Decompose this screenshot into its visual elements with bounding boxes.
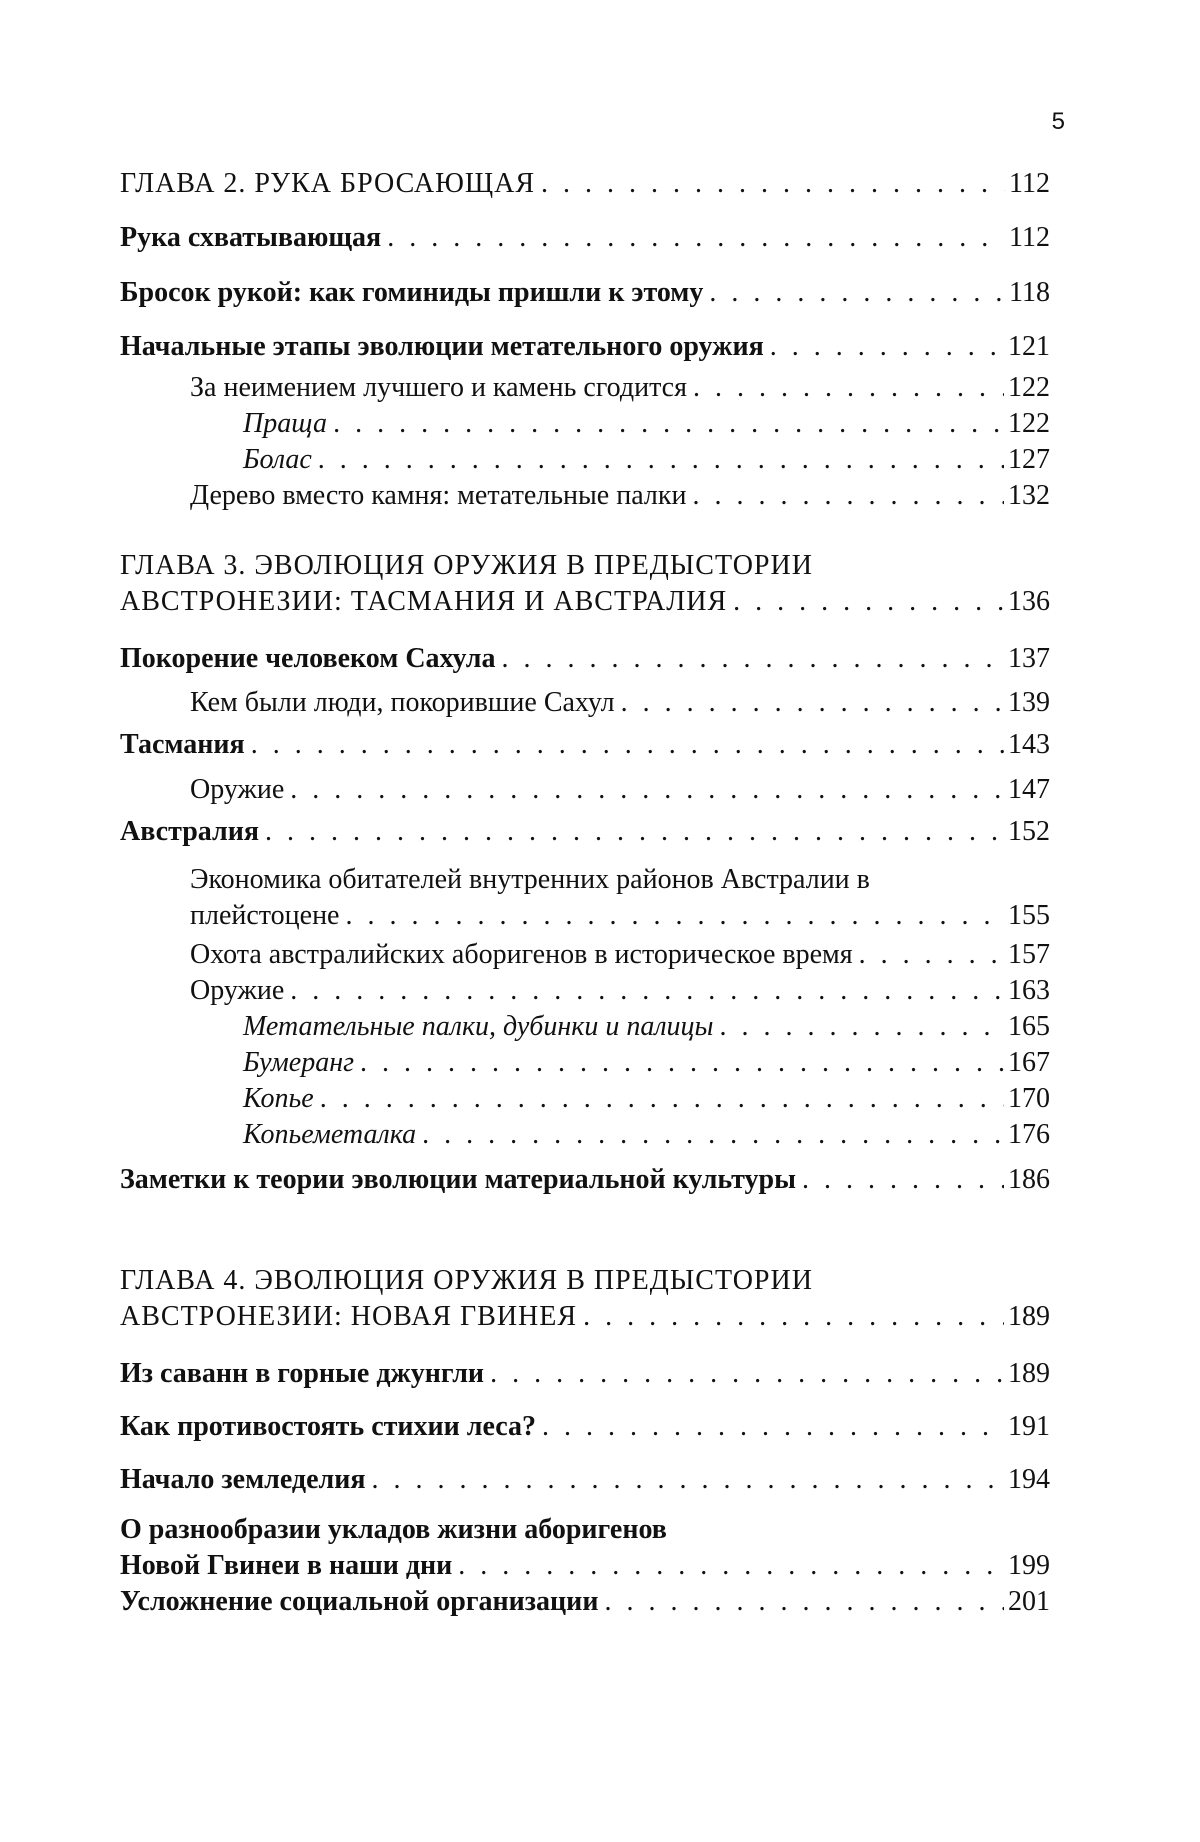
toc-entry-title: Оружие <box>190 975 285 1006</box>
dot-leader <box>320 1081 1004 1117</box>
toc-entry-page-number: 152 <box>1008 816 1050 847</box>
toc-entry-page-number: 136 <box>1008 586 1050 617</box>
toc-entry-section <box>120 275 1050 311</box>
dot-leader <box>692 478 1004 514</box>
toc-entry-section <box>120 814 1050 850</box>
toc-entry-page-number: 170 <box>1008 1083 1050 1114</box>
toc-entry-page-number: 112 <box>1009 222 1050 253</box>
toc-entry-title: Австралия <box>120 816 260 847</box>
dot-leader <box>346 898 1005 934</box>
toc-entry-subsection <box>120 772 1050 808</box>
toc-entry-subsection <box>120 370 1050 406</box>
toc-entry-subsubsection <box>120 1081 1050 1117</box>
page-number: 5 <box>1051 108 1065 135</box>
toc-entry-title: АВСТРОНЕЗИИ: ТАСМАНИЯ И АВСТРАЛИЯ <box>120 586 728 617</box>
toc-entry-title: Метательные палки, дубинки и палицы <box>243 1011 714 1042</box>
toc-entry-page-number: 165 <box>1008 1011 1050 1042</box>
toc-entry-section <box>120 641 1050 677</box>
toc-entry-subsection <box>120 478 1050 514</box>
toc-entry-subsubsection <box>120 406 1050 442</box>
toc-entry-page-number: 167 <box>1008 1047 1050 1078</box>
toc-entry-title: Оружие <box>190 774 285 805</box>
dot-leader <box>542 1409 1004 1445</box>
toc-entry-page-number: 189 <box>1008 1358 1050 1389</box>
toc-entry-page-number: 157 <box>1008 939 1050 970</box>
toc-entry-title: Дерево вместо камня: метательные палки <box>190 480 687 511</box>
toc-entry-title: Копье <box>243 1083 314 1114</box>
toc-entry-title: Усложнение социальной организации <box>120 1586 599 1617</box>
toc-entry-page-number: 127 <box>1008 444 1050 475</box>
dot-leader <box>770 329 1004 365</box>
toc-entry-section <box>120 1462 1050 1498</box>
toc-entry-subsubsection <box>120 442 1050 478</box>
toc-entry-page-number: 122 <box>1008 372 1050 403</box>
toc-entry-page-number: 112 <box>1009 168 1050 199</box>
toc-entry-title: Начало земледелия <box>120 1464 366 1495</box>
toc-entry-page-number: 155 <box>1008 900 1050 931</box>
toc-entry-title-line: О разнообразии укладов жизни аборигенов <box>120 1514 667 1545</box>
toc-entry-title: За неимением лучшего и камень сгодится <box>190 372 687 403</box>
toc-entry-title-line: ГЛАВА 3. ЭВОЛЮЦИЯ ОРУЖИЯ В ПРЕДЫСТОРИИ <box>120 550 813 581</box>
dot-leader <box>422 1117 1004 1153</box>
toc-entry-subsection <box>120 862 1050 934</box>
toc-entry-title-line: Экономика обитателей внутренних районов Австралии в <box>190 864 870 895</box>
toc-entry-page-number: 122 <box>1008 408 1050 439</box>
toc-entry-title: Заметки к теории эволюции материальной культуры <box>120 1164 796 1195</box>
toc-entry-title: Кем были люди, покорившие Сахул <box>190 687 615 718</box>
toc-entry-page-number: 132 <box>1008 480 1050 511</box>
toc-entry-subsection <box>120 937 1050 973</box>
toc-entry-section <box>120 1356 1050 1392</box>
toc-entry-title: Копьеметалка <box>243 1119 417 1150</box>
toc-entry-title-line: ГЛАВА 4. ЭВОЛЮЦИЯ ОРУЖИЯ В ПРЕДЫСТОРИИ <box>120 1265 813 1296</box>
dot-leader <box>859 937 1004 973</box>
toc-entry-title: Бросок рукой: как гоминиды пришли к этому <box>120 277 704 308</box>
toc-entry-title: Тасмания <box>120 729 245 760</box>
toc-entry-page-number: 199 <box>1008 1550 1050 1581</box>
dot-leader <box>720 1009 1004 1045</box>
toc-entry-page-number: 189 <box>1008 1301 1050 1332</box>
toc-entry-page-number: 201 <box>1008 1586 1050 1617</box>
dot-leader <box>693 370 1004 406</box>
dot-leader <box>501 641 1004 677</box>
dot-leader <box>709 275 1005 311</box>
toc-entry-page-number: 147 <box>1008 774 1050 805</box>
toc-entry-title: Охота австралийских аборигенов в историческое время <box>190 939 853 970</box>
toc-entry-section <box>120 1162 1050 1198</box>
dot-leader <box>802 1162 1004 1198</box>
toc-entry-section <box>120 329 1050 365</box>
toc-entry-page-number: 118 <box>1009 277 1050 308</box>
toc-entry-subsection <box>120 973 1050 1009</box>
dot-leader <box>333 406 1004 442</box>
toc-entry-section <box>120 1512 1050 1584</box>
dot-leader <box>265 814 1004 850</box>
toc-entry-page-number: 143 <box>1008 729 1050 760</box>
toc-entry-page-number: 176 <box>1008 1119 1050 1150</box>
dot-leader <box>372 1462 1004 1498</box>
dot-leader <box>360 1045 1004 1081</box>
dot-leader <box>318 442 1004 478</box>
toc-entry-page-number: 121 <box>1008 331 1050 362</box>
toc-entry-title: ГЛАВА 2. РУКА БРОСАЮЩАЯ <box>120 168 535 199</box>
toc-entry-title: АВСТРОНЕЗИИ: НОВАЯ ГВИНЕЯ <box>120 1301 578 1332</box>
toc-entry-subsubsection <box>120 1117 1050 1153</box>
toc-entry-subsubsection <box>120 1045 1050 1081</box>
toc-entry-subsection <box>120 685 1050 721</box>
dot-leader <box>387 220 1005 256</box>
dot-leader <box>604 1584 1004 1620</box>
toc-entry-section <box>120 1584 1050 1620</box>
toc-entry-page-number: 194 <box>1008 1464 1050 1495</box>
toc-entry-title: Праща <box>243 408 328 439</box>
toc-entry-page-number: 137 <box>1008 643 1050 674</box>
dot-leader <box>733 584 1004 620</box>
toc-entry-page-number: 191 <box>1008 1411 1050 1442</box>
toc-entry-page-number: 139 <box>1008 687 1050 718</box>
toc-entry-title: Как противостоять стихии леса? <box>120 1411 537 1442</box>
toc-entry-title: Бумеранг <box>243 1047 355 1078</box>
toc-entry-title: Из саванн в горные джунгли <box>120 1358 485 1389</box>
dot-leader <box>541 166 1005 202</box>
toc-entry-title: Начальные этапы эволюции метательного оружия <box>120 331 764 362</box>
toc-entry-page-number: 186 <box>1008 1164 1050 1195</box>
dot-leader <box>583 1299 1004 1335</box>
toc-entry-title: Болас <box>243 444 312 475</box>
toc-entry-title: плейстоцене <box>190 900 340 931</box>
toc-entry-title: Новой Гвинеи в наши дни <box>120 1550 453 1581</box>
dot-leader <box>458 1548 1004 1584</box>
toc-entry-title: Покорение человеком Сахула <box>120 643 496 674</box>
toc-entry-chapter <box>120 548 1050 620</box>
dot-leader <box>290 772 1004 808</box>
toc-entry-section <box>120 220 1050 256</box>
toc-entry-title: Рука схватывающая <box>120 222 382 253</box>
toc-entry-page-number: 163 <box>1008 975 1050 1006</box>
toc-entry-section <box>120 1409 1050 1445</box>
dot-leader <box>490 1356 1004 1392</box>
toc-entry-subsubsection <box>120 1009 1050 1045</box>
dot-leader <box>290 973 1004 1009</box>
dot-leader <box>251 727 1004 763</box>
toc-entry-chapter <box>120 166 1050 202</box>
dot-leader <box>621 685 1004 721</box>
toc-entry-chapter <box>120 1263 1050 1335</box>
toc-entry-section <box>120 727 1050 763</box>
